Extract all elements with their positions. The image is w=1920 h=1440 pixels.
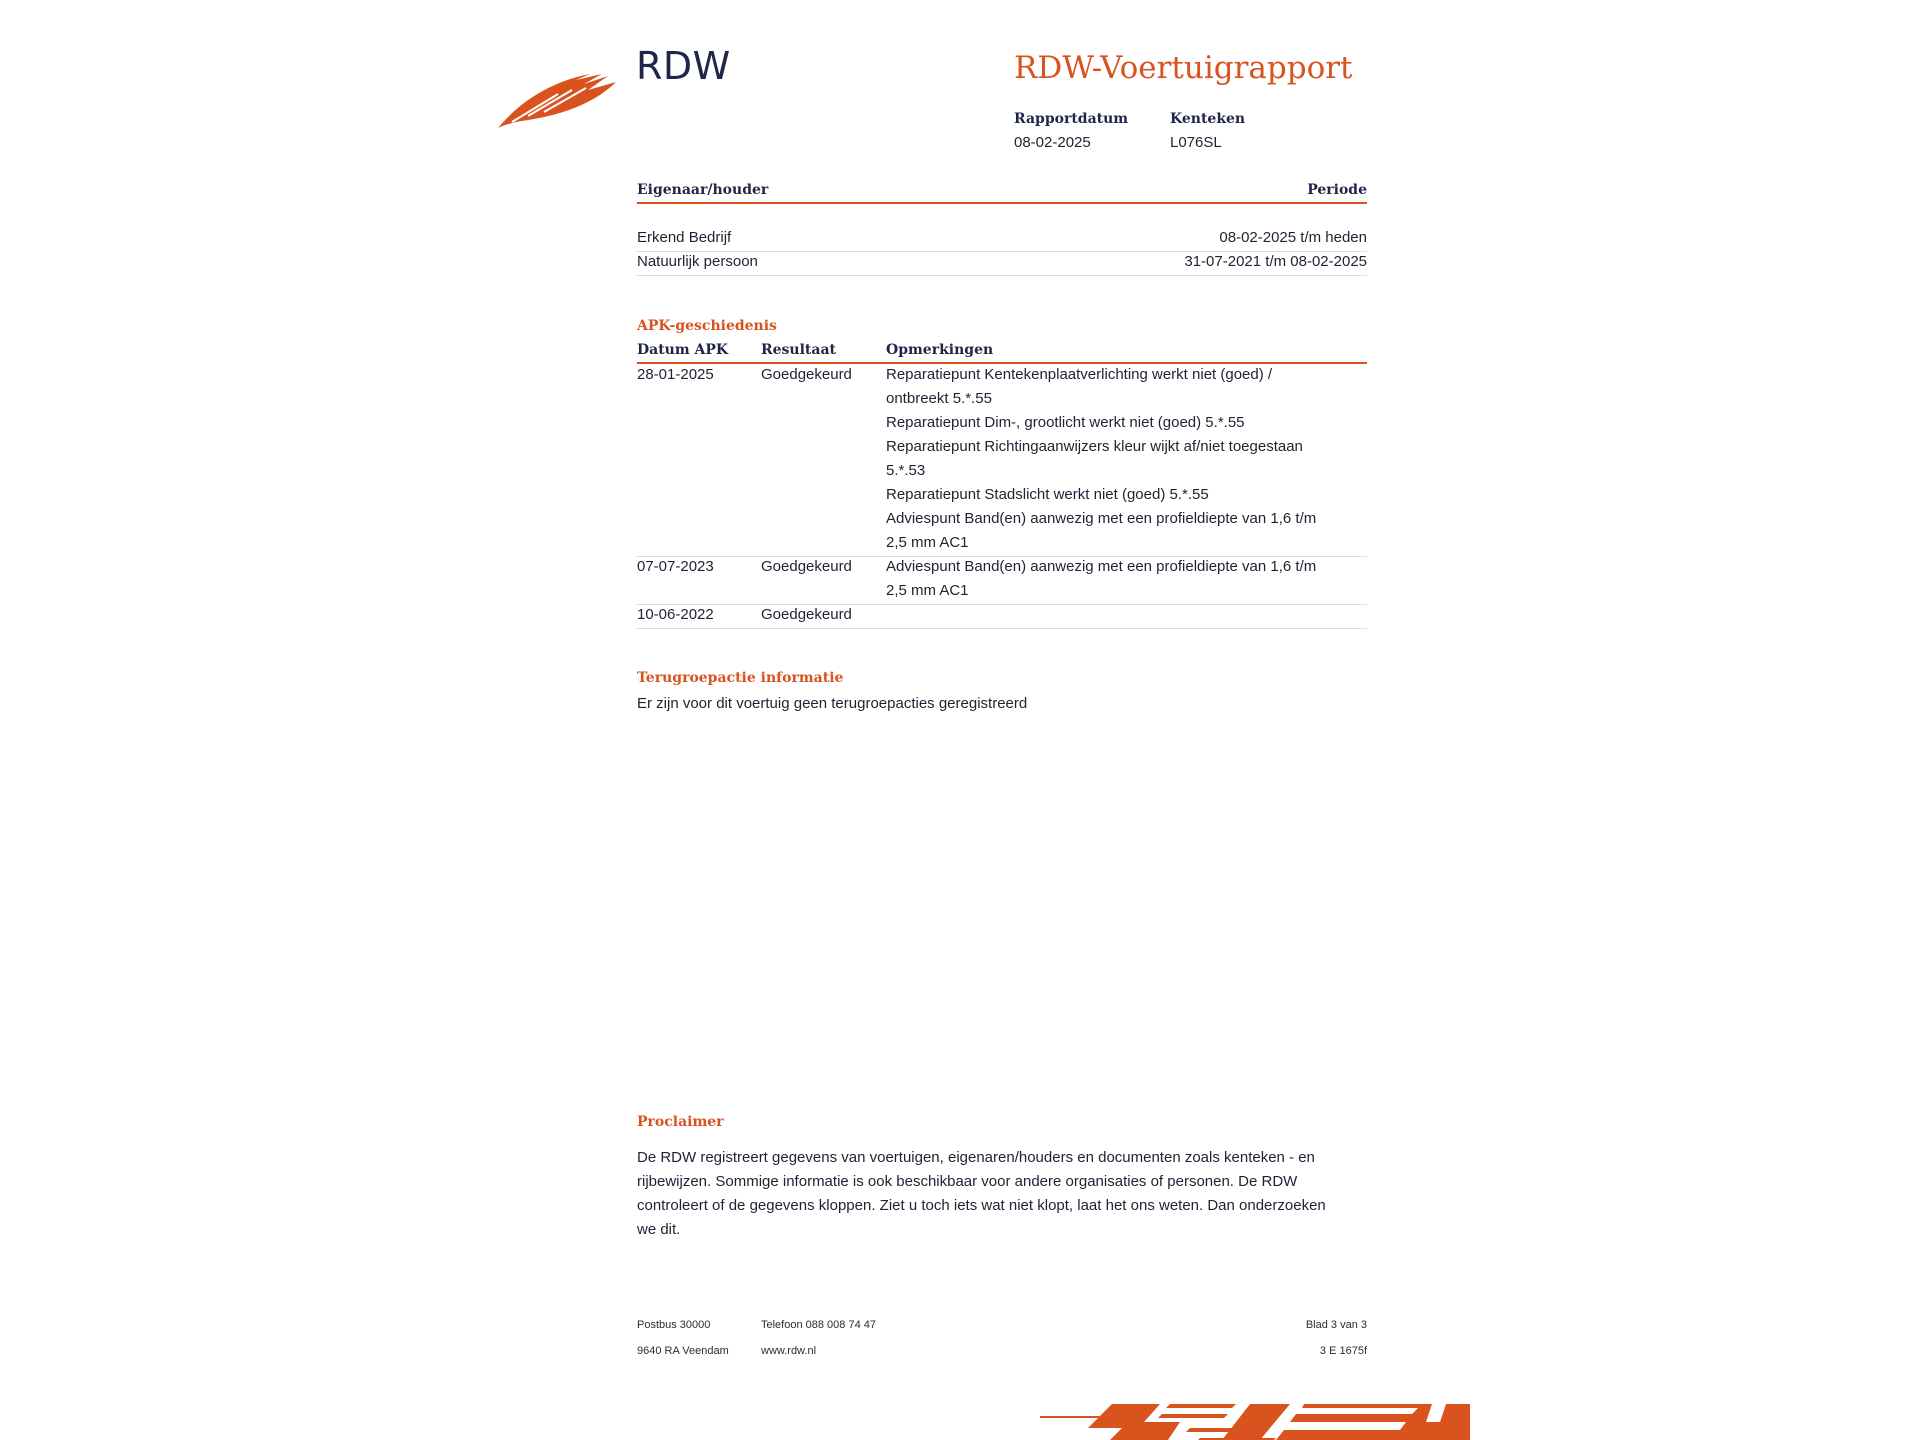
- apk-remark-line: Reparatiepunt Dim-, grootlicht werkt niet (goed) 5.*.55: [886, 414, 1245, 431]
- apk-remark-line: 2,5 mm AC1: [886, 534, 969, 551]
- apk-remark-line: ontbreekt 5.*.55: [886, 390, 992, 407]
- apk-remark-line: Adviespunt Band(en) aanwezig met een profieldiepte van 1,6 t/m: [886, 558, 1317, 575]
- apk-date: 10-06-2022: [637, 606, 714, 623]
- apk-result: Goedgekeurd: [761, 606, 852, 623]
- decorative-stripes-icon: [1040, 1398, 1470, 1440]
- apk-result: Goedgekeurd: [761, 366, 852, 383]
- recall-text: Er zijn voor dit voertuig geen terugroepacties geregistreerd: [637, 695, 1028, 712]
- proclaimer-line: we dit.: [637, 1221, 681, 1238]
- footer-document-code: 3 E 1675f: [1319, 1345, 1367, 1357]
- rapportdatum-value: 08-02-2025: [1014, 134, 1091, 151]
- period-column-header: Periode: [1307, 182, 1367, 198]
- apk-remark-line: 5.*.53: [886, 462, 926, 479]
- apk-remark-line: Reparatiepunt Kentekenplaatverlichting werkt niet (goed) /: [886, 366, 1273, 383]
- footer-city: 9640 RA Veendam: [637, 1345, 729, 1357]
- owner-period: 31-07-2021 t/m 08-02-2025: [1184, 253, 1367, 270]
- row-divider: [637, 628, 1367, 629]
- footer-postbus: Postbus 30000: [637, 1319, 711, 1331]
- kenteken-value: L076SL: [1170, 134, 1222, 151]
- apk-remark-line: Reparatiepunt Richtingaanwijzers kleur wijkt af/niet toegestaan: [886, 438, 1303, 455]
- apk-remark-line: Adviespunt Band(en) aanwezig met een profieldiepte van 1,6 t/m: [886, 510, 1317, 527]
- footer-website: www.rdw.nl: [761, 1345, 817, 1357]
- proclaimer-line: De RDW registreert gegevens van voertuigen, eigenaren/houders en documenten zoals kenteken - en: [637, 1149, 1315, 1166]
- apk-date: 28-01-2025: [637, 366, 714, 383]
- owner-period: 08-02-2025 t/m heden: [1219, 229, 1367, 246]
- apk-remarks-column-header: Opmerkingen: [886, 342, 994, 358]
- apk-remark-line: Reparatiepunt Stadslicht werkt niet (goed) 5.*.55: [886, 486, 1209, 503]
- rapportdatum-label: Rapportdatum: [1014, 111, 1129, 127]
- brand-name: RDW: [636, 44, 731, 88]
- proclaimer-section-title: Proclaimer: [637, 1114, 724, 1130]
- row-divider: [637, 275, 1367, 276]
- apk-date: 07-07-2023: [637, 558, 714, 575]
- row-divider: [637, 604, 1367, 605]
- rdw-logo-icon: [498, 64, 620, 130]
- proclaimer-line: controleert of de gegevens kloppen. Ziet u toch iets wat niet klopt, laat het ons weten. Dan onderzoeken: [637, 1197, 1326, 1214]
- owner-name: Erkend Bedrijf: [637, 229, 732, 246]
- proclaimer-line: rijbewijzen. Sommige informatie is ook beschikbaar voor andere organisaties of personen. De RDW: [637, 1173, 1298, 1190]
- recall-section-title: Terugroepactie informatie: [637, 670, 844, 686]
- footer-page-number: Blad 3 van 3: [1305, 1319, 1367, 1331]
- owners-header-rule: [637, 202, 1367, 204]
- report-title: RDW-Voertuigrapport: [1014, 50, 1353, 86]
- apk-section-title: APK-geschiedenis: [637, 318, 777, 334]
- apk-result-column-header: Resultaat: [761, 342, 836, 358]
- apk-remark-line: 2,5 mm AC1: [886, 582, 969, 599]
- apk-date-column-header: Datum APK: [637, 342, 729, 358]
- owner-name: Natuurlijk persoon: [637, 253, 758, 270]
- footer-phone: Telefoon 088 008 74 47: [761, 1319, 876, 1331]
- kenteken-label: Kenteken: [1170, 111, 1246, 127]
- owner-column-header: Eigenaar/houder: [637, 182, 769, 198]
- apk-result: Goedgekeurd: [761, 558, 852, 575]
